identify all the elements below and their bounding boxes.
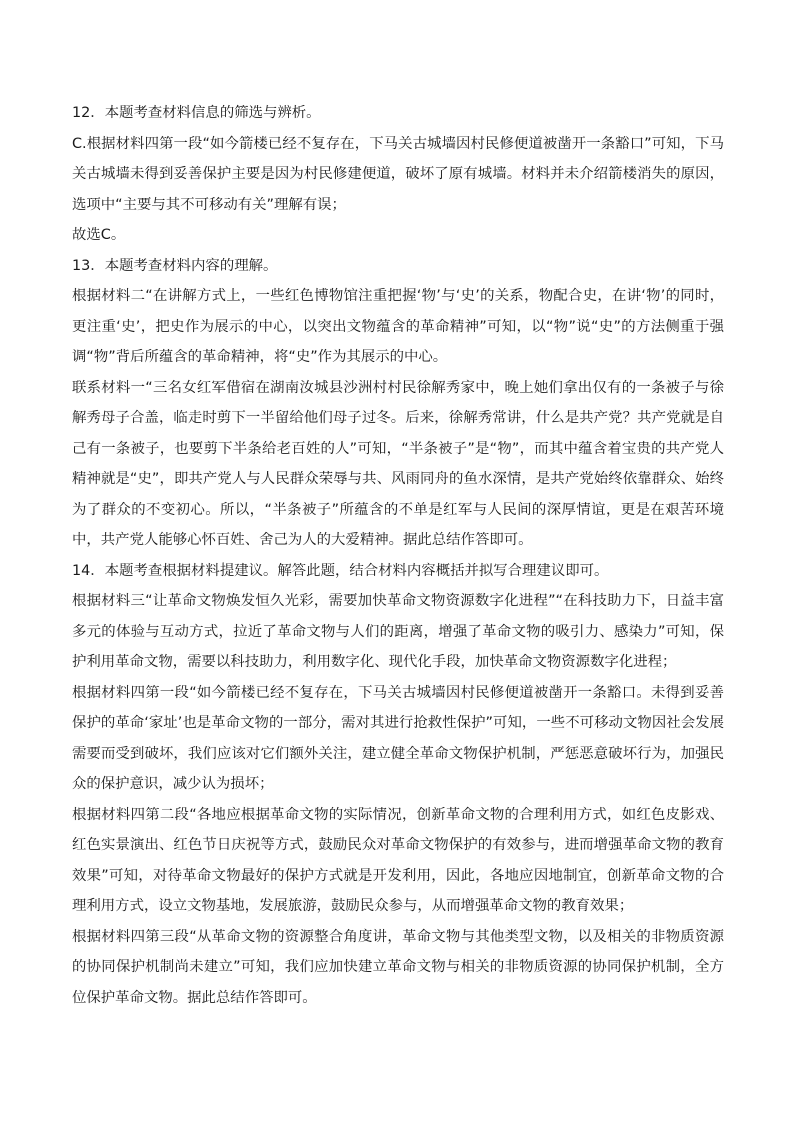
q13-heading: 13．本题考查材料内容的理解。 [72,257,278,274]
q13-material-one-analysis: 联系材料一“三名女红军借宿在湖南汝城县沙洲村村民徐解秀家中，晚上她们拿出仅有的一条被子与徐解秀母子合盖，临走时剪下一半留给他们母子过冬。后来，徐解秀常讲，什么是共产党？共产党就是自己有一条被子，也要剪下半条给老百姓的人”可知，“半条被子”是“物”，而其中蕴含着宝贵的共产党人精神就是“史”，即共产党人与人民群众荣辱与共、风雨同舟的鱼水深情，是共产党始终依靠群众、始终为了群众的不变初心。所以，“半条被子”所蕴含的不单是红军与人民间的深厚情谊，更是在艰苦环境中，共产党人能够心怀百姓、舍己为人的大爱精神。据此总结作答即可。 [72,379,724,548]
q14-material-four-para3-analysis: 根据材料四第三段“从革命文物的资源整合角度讲，革命文物与其他类型文物，以及相关的非物质资源的协同保护机制尚未建立”可知，我们应加快建立革命文物与相关的非物质资源的协同保护机制，全方位保护革命文物。据此总结作答即可。 [72,928,724,1006]
answer-explanation-page [72,98,724,1013]
q12-heading: 12．本题考查材料信息的筛选与辨析。 [72,105,321,121]
q14-material-four-para1-analysis: 根据材料四第一段“如今箭楼已经不复存在，下马关古城墙因村民修便道被凿开一条豁口。未得到妥善保护的革命‘家址’也是革命文物的一部分，需对其进行抢救性保护”可知，一些不可移动文物因社会发展需要而受到破坏，我们应该对它们额外关注，建立健全革命文物保护机制，严惩恶意破坏行为，加强民众的保护意识，减少认为损坏； [72,684,724,792]
q12-answer: 故选C。 [72,227,126,243]
q14-heading: 14．本题考查根据材料提建议。解答此题，结合材料内容概括并拟写合理建议即可。 [72,562,609,579]
q12-option-c-analysis: C.根据材料四第一段“如今箭楼已经不复存在，下马关古城墙因村民修便道被凿开一条豁口”可知，下马关古城墙未得到妥善保护主要是因为村民修建便道，破坏了原有城墙。材料并未介绍箭楼消失的原因，选项中“主要与其不可移动有关”理解有误； [72,135,724,213]
q14-material-three-analysis: 根据材料三“让革命文物焕发恒久光彩，需要加快革命文物资源数字化进程”“在科技助力下，日益丰富多元的体验与互动方式，拉近了革命文物与人们的距离，增强了革命文物的吸引力、感染力”可知，保护利用革命文物，需要以科技助力，利用数字化、现代化手段，加快革命文物资源数字化进程； [72,593,724,670]
q14-material-four-para2-analysis: 根据材料四第二段“各地应根据革命文物的实际情况，创新革命文物的合理利用方式，如红色皮影戏、红色实景演出、红色节日庆祝等方式，鼓励民众对革命文物保护的有效参与，进而增强革命文物的教育效果”可知，对待革命文物最好的保护方式就是开发利用，因此，各地应因地制宜，创新革命文物的合理利用方式，设立文物基地，发展旅游，鼓励民众参与，从而增强革命文物的教育效果； [72,806,724,914]
q13-material-two-analysis: 根据材料二“在讲解方式上，一些红色博物馆注重把握‘物’与‘史’的关系，物配合史，在讲‘物’的同时，更注重‘史’，把史作为展示的中心，以突出文物蕴含的革命精神”可知，以“物”说“史”的方法侧重于强调“物”背后所蕴含的革命精神，将“史”作为其展示的中心。 [72,288,724,365]
